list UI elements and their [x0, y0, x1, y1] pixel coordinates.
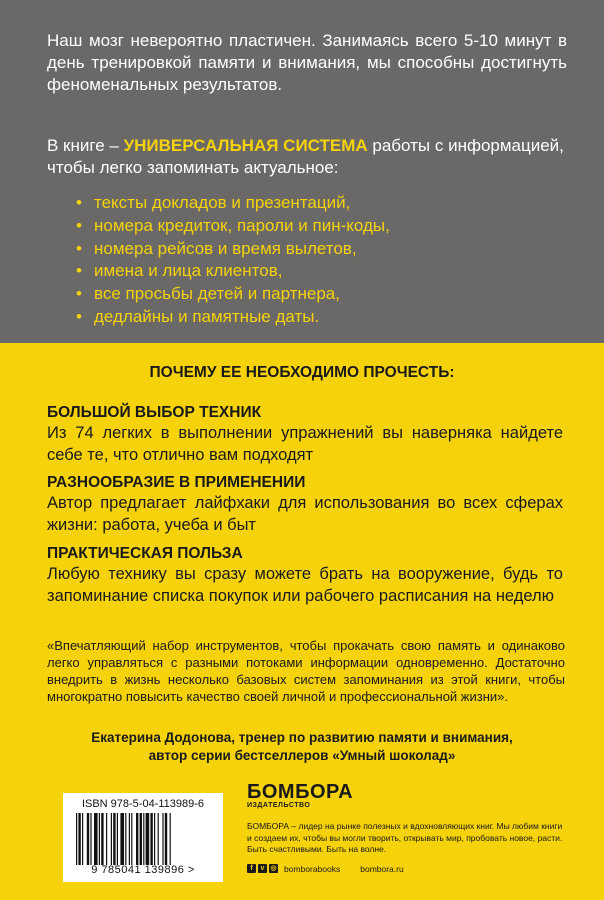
- section-title: РАЗНООБРАЗИЕ В ПРИМЕНЕНИИ: [47, 474, 306, 491]
- publisher-block: [247, 782, 567, 874]
- section-text: Автор предлагает лайфхаки для использования во всех сферах жизни: работа, учеба и быт: [47, 494, 563, 534]
- universal-system-highlight: УНИВЕРСАЛЬНАЯ СИСТЕМА: [123, 136, 368, 155]
- publisher-contacts: [247, 864, 567, 874]
- barcode-digits: 9 785041 139896 >: [91, 864, 195, 876]
- section-title: БОЛЬШОЙ ВЫБОР ТЕХНИК: [47, 404, 262, 421]
- intro-paragraph: Наш мозг невероятно пластичен. Занимаясь всего 5-10 минут в день тренировкой памяти и внимания, мы способны достигнуть феноменальных результатов.: [47, 31, 567, 94]
- facebook-icon[interactable]: f: [247, 864, 256, 873]
- vk-icon[interactable]: v: [258, 864, 267, 873]
- top-panel: [0, 0, 604, 343]
- barcode-bars: [76, 813, 210, 865]
- section-title: ПРАКТИЧЕСКАЯ ПОЛЬЗА: [47, 545, 243, 562]
- testimonial-quote: «Впечатляющий набор инструментов, чтобы прокачать свою память и одинаково легко управляться с разными потоками информации одновременно. Достаточно внедрить в жизнь несколько базовых систем запоминания из этой книги, чтобы многократно повысить качество своей личной и профессиональной жизни».: [47, 638, 565, 704]
- publisher-logo: БОМБОРА: [247, 781, 354, 803]
- list-item: • имена и лица клиентов,: [76, 260, 390, 283]
- barcode: [63, 793, 223, 882]
- section-text: Любую технику вы сразу можете брать на вооружение, будь то запоминание списка покупок или рабочего расписания на неделю: [47, 565, 563, 605]
- feature-list: [76, 192, 390, 329]
- publisher-description: БОМБОРА – лидер на рынке полезных и вдохновляющих книг. Мы любим книги и создаем их, чтобы вы могли творить, открывать мир, пробовать новое, расти. Быть счастливыми. Быть на волне.: [247, 821, 563, 854]
- author-line-2: автор серии бестселлеров «Умный шоколад»: [148, 748, 456, 763]
- bottom-panel: [0, 343, 604, 900]
- instagram-icon[interactable]: ◎: [270, 865, 277, 872]
- intro-paragraph-2: [47, 135, 567, 179]
- list-item: • номера кредиток, пароли и пин-коды,: [76, 215, 390, 238]
- list-item: • тексты докладов и презентаций,: [76, 192, 390, 215]
- why-heading: ПОЧЕМУ ЕЕ НЕОБХОДИМО ПРОЧЕСТЬ:: [149, 364, 455, 381]
- list-item: • номера рейсов и время вылетов,: [76, 238, 390, 261]
- social-icons: [247, 864, 278, 873]
- section-text: Из 74 легких в выполнении упражнений вы наверняка найдете себе те, что отлично вам подходят: [47, 424, 563, 464]
- section-practical: [47, 544, 563, 607]
- isbn-number: ISBN 978-5-04-113989-6: [81, 798, 205, 810]
- list-item: • все просьбы детей и партнера,: [76, 283, 390, 306]
- section-variety: [47, 473, 563, 536]
- website-link[interactable]: bombora.ru: [360, 863, 404, 874]
- section-techniques: [47, 403, 563, 466]
- publisher-logo-subtitle: ИЗДАТЕЛЬСТВО: [247, 802, 311, 809]
- intro-text-start: В книге –: [47, 136, 124, 155]
- social-handle[interactable]: bomborabooks: [284, 863, 341, 874]
- list-item: • дедлайны и памятные даты.: [76, 306, 390, 329]
- intro-text-end: работы с информацией, чтобы легко запоминать актуальное:: [47, 136, 564, 177]
- quote-author: [0, 729, 604, 765]
- author-line-1: Екатерина Додонова, тренер по развитию памяти и внимания,: [91, 730, 513, 745]
